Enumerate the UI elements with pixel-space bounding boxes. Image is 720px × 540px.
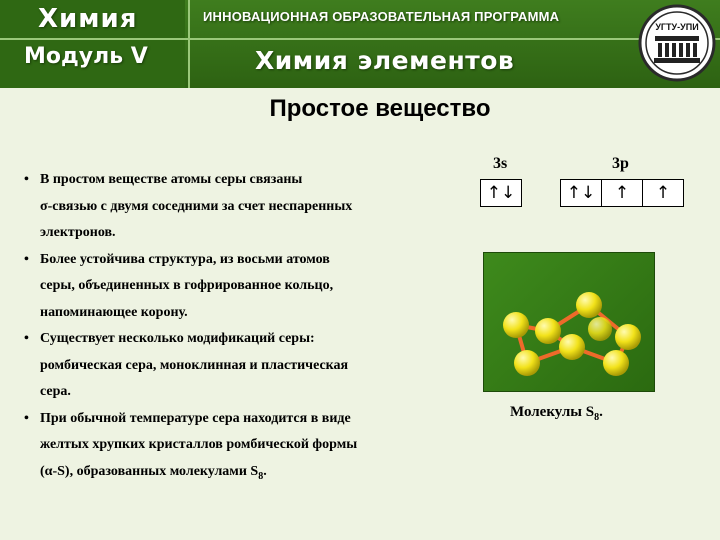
- molecule-caption-end: .: [599, 404, 603, 420]
- bullet-line: [40, 459, 464, 490]
- module-title: Модуль V: [24, 44, 148, 69]
- s8-molecule-image: [483, 252, 655, 392]
- course-title: Химия: [38, 4, 138, 34]
- bullet-item: [24, 247, 464, 327]
- bullet-line: В простом веществе атомы серы связаны: [40, 172, 303, 187]
- university-logo: [638, 3, 716, 83]
- header-divider-vertical: [188, 0, 190, 88]
- orbital-3p-cell-3: ↑: [642, 179, 684, 207]
- bullet-line: ромбическая сера, моноклинная и пластическая: [40, 357, 349, 373]
- bullet-line-part: (α-S), образованных молекулами S: [40, 463, 259, 479]
- bullet-mark: •: [24, 331, 29, 346]
- s8-atoms: [503, 292, 641, 376]
- molecule-caption: [510, 404, 603, 423]
- header-divider-horizontal: [0, 38, 720, 40]
- bullet-list: [24, 167, 464, 490]
- bullet-item: [24, 167, 464, 247]
- bullet-line: сера.: [40, 384, 71, 399]
- bullet-line: σ-связью с двумя соседними за счет неспаренных: [40, 198, 353, 214]
- orbital-3s-cell: ↑↓: [480, 179, 522, 207]
- bullet-mark: •: [24, 172, 29, 187]
- molecule-caption-text: Молекулы S: [510, 404, 595, 420]
- bullet-item: [24, 406, 464, 490]
- bullet-line-part: 8: [258, 470, 264, 482]
- bullet-line: электронов.: [40, 225, 116, 240]
- logo-text: УГТУ-УПИ: [655, 22, 699, 32]
- s8-molecule-drawing: [484, 253, 654, 391]
- bullet-item: [24, 326, 464, 406]
- orbital-3p-label: 3p: [612, 155, 629, 172]
- program-title: ИННОВАЦИОННАЯ ОБРАЗОВАТЕЛЬНАЯ ПРОГРАММА: [203, 9, 560, 24]
- bullet-line: желтых хрупких кристаллов ромбической формы: [40, 437, 358, 452]
- molecule-caption-subscript: 8: [594, 412, 600, 423]
- orbital-3p-cell-1: ↑↓: [560, 179, 602, 207]
- bullet-line: напоминающее корону.: [40, 304, 188, 320]
- topic-title: Химия элементов: [255, 46, 515, 75]
- slide-title: Простое вещество: [269, 95, 491, 122]
- bullet-line: серы, объединенных в гофрированное кольцо,: [40, 278, 334, 293]
- header-bar: [0, 0, 720, 88]
- bullet-line: Существует несколько модификаций серы:: [40, 331, 315, 346]
- bullet-line: Более устойчива структура, из восьми атомов: [40, 251, 330, 267]
- bullet-line: При обычной температуре сера находится в виде: [40, 410, 351, 426]
- bullet-mark: •: [24, 251, 29, 267]
- orbital-3s-label: 3s: [493, 155, 508, 172]
- orbital-3p-cell-2: ↑: [601, 179, 643, 207]
- bullet-line-part: .: [263, 463, 267, 479]
- bullet-mark: •: [24, 410, 29, 426]
